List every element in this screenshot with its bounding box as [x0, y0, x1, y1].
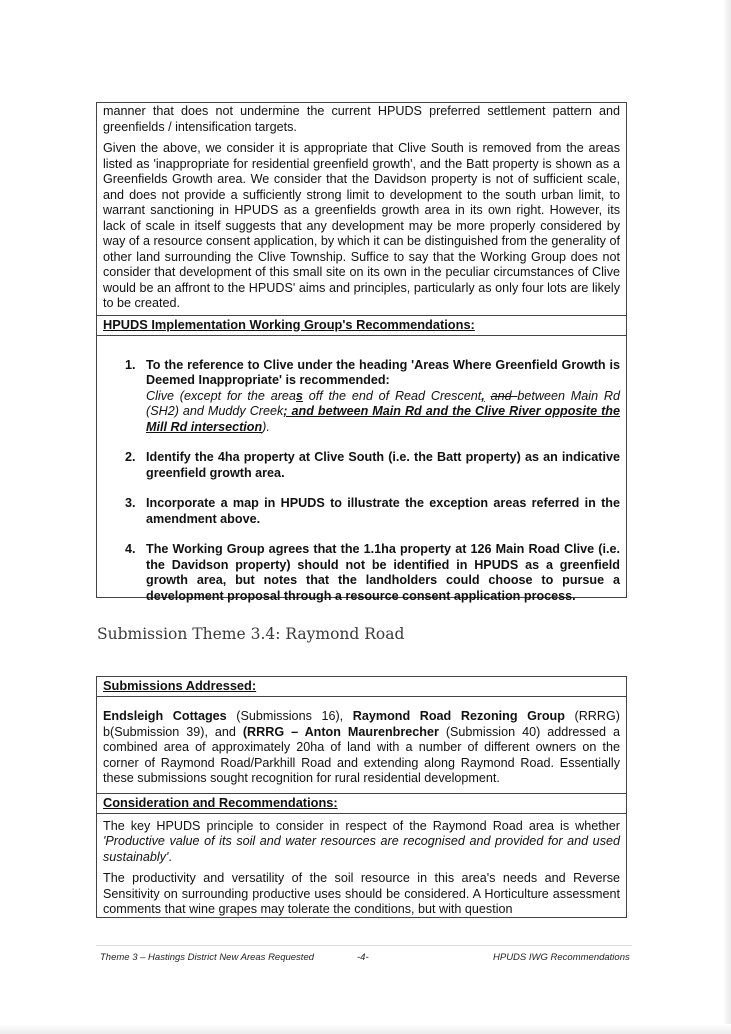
recommendations-list: [97, 358, 626, 605]
paragraph: The productivity and versatility of the soil resource in this area's needs and Reverse Sensitivity on surrounding productive uses should be considered. A Horticulture assessment comments that wine grapes may tolerate the conditions, but with question: [103, 871, 620, 916]
amendment-text: [146, 389, 620, 434]
text-run: ).: [262, 419, 270, 434]
submissions-heading: Submissions Addressed:: [97, 677, 626, 697]
list-number: 2.: [125, 450, 136, 464]
paragraph: manner that does not undermine the current HPUDS preferred settlement pattern and greenfields / intensification targets.: [103, 104, 620, 134]
list-number: 1.: [125, 357, 136, 372]
list-item: [97, 496, 626, 527]
struck-text: and: [490, 388, 518, 403]
submitter-name: Endsleigh Cottages: [103, 709, 227, 723]
text-run: between Main Rd (SH2) and Muddy Creek: [146, 388, 620, 418]
submitter-name: (RRRG – Anton Maurenbrecher: [242, 724, 439, 739]
page-number: -4-: [357, 952, 369, 963]
recommendation-lead: To the reference to Clive under the heading 'Areas Where Greenfield Growth is Deemed Inappropriate' is recommended:: [146, 357, 620, 387]
list-number: 4.: [125, 542, 136, 556]
text-run: (RRRG) b(Submission 39), and: [103, 709, 620, 739]
text-run: .: [168, 849, 172, 864]
footer-right: HPUDS IWG Recommendations: [493, 952, 630, 963]
paragraph: Given the above, we consider it is appropriate that Clive South is removed from the areas listed as 'inappropriate for residential greenfield growth', and the Batt property is shown as a Greenfields Growth area. We consider that the Davidson property is not of sufficient scale, and does not provide a sufficiently strong limit to development to the south urban limit, to warrant sanctioning in HPUDS as a greenfields growth area in its own right. However, its lack of scale in itself suggests that any development may be more properly considered by way of a resource consent application, by which it can be distinguished from the generality of other land surrounding the Clive Township. Suffice to say that the Working Group does not consider that development of this small site on its own in the peculiar circumstances of Clive would be an affront to the HPUDS' aims and principles, particularly as only four lots are likely to be created.: [103, 141, 620, 310]
recommendation-text: Incorporate a map in HPUDS to illustrate the exception areas referred in the amendment above.: [146, 496, 620, 526]
footer-divider: [96, 945, 632, 946]
submitter-name: Raymond Road Rezoning Group: [352, 709, 565, 723]
raymond-road-box: [96, 676, 627, 918]
page-edge: [723, 0, 731, 1034]
text-run: The key HPUDS principle to consider in respect of the Raymond Road area is whether: [103, 818, 620, 833]
inserted-text: ; and between Main Rd and the Clive River opposite the Mill Rd intersection: [146, 404, 620, 434]
footer-left: Theme 3 – Hastings District New Areas Requested: [100, 952, 315, 963]
list-item: [97, 542, 626, 604]
paragraph: [97, 709, 626, 787]
clive-south-discussion-box: [96, 102, 627, 603]
text-run: (Submission 40) addressed a combined area of approximately 20ha of land with a number of different owners on the corner of Raymond Road/Parkhill Road and extending along Raymond Road. Essentially these submissions sought recognition for rural residential development.: [103, 724, 620, 785]
page-edge: [0, 1024, 731, 1034]
text-run: ,: [481, 388, 485, 403]
consideration-heading: Consideration and Recommendations:: [97, 793, 626, 814]
quoted-principle: 'Productive value of its soil and water resources are recognised and provided for and used sustainably': [103, 834, 620, 864]
list-item: [97, 450, 626, 481]
recommendations-heading: HPUDS Implementation Working Group's Recommendations:: [97, 315, 626, 336]
list-number: 3.: [125, 496, 136, 510]
text-run: s: [295, 388, 303, 403]
recommendation-text: The Working Group agrees that the 1.1ha property at 126 Main Road Clive (i.e. the Davidson property) should not be identified in HPUDS as a greenfield growth area, but notes that the landholders could choose to pursue a development proposal through a resource consent application process.: [146, 542, 620, 603]
text-run: Clive (except for the area: [146, 388, 296, 403]
text-run: off the end of Read Crescent: [302, 388, 482, 403]
paragraph: [97, 819, 626, 866]
recommendation-text: Identify the 4ha property at Clive South (i.e. the Batt property) as an indicative greenfield growth area.: [146, 450, 620, 480]
text-run: (Submissions 16),: [226, 709, 353, 723]
list-item: [97, 358, 626, 436]
section-title: Submission Theme 3.4: Raymond Road: [97, 625, 405, 643]
